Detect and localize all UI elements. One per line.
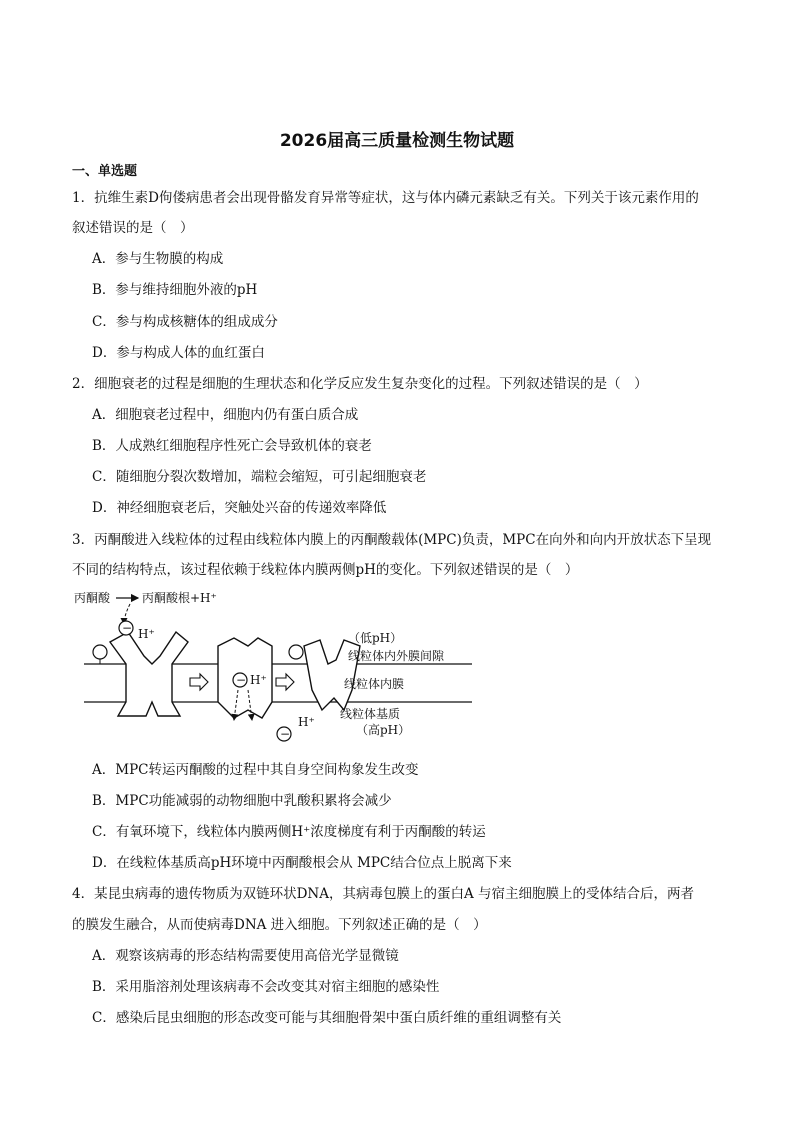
- question-1-option-b: B．参与维持细胞外液的pH: [92, 282, 258, 298]
- question-2-option-b: B．人成熟红细胞程序性死亡会导致机体的衰老: [92, 438, 372, 454]
- question-1-stem-line-1: 1．抗维生素D佝偻病患者会出现骨骼发育异常等症状，这与体内磷元素缺乏有关。下列关于该元素作用的: [72, 190, 699, 206]
- high-ph-label: （高pH）: [356, 723, 411, 737]
- h-plus-2: H⁺: [250, 673, 267, 687]
- minus-sign-3: −: [280, 727, 291, 741]
- question-3-option-b: B．MPC功能减弱的动物细胞中乳酸积累将会减少: [92, 793, 392, 809]
- h-plus-3: H⁺: [298, 715, 315, 729]
- mpc-diagram: [72, 586, 492, 744]
- question-3-stem-line-1: 3．丙酮酸进入线粒体的过程由线粒体内膜上的丙酮酸载体(MPC)负责，MPC在向外和向内开放状态下呈现: [72, 532, 712, 548]
- question-3-stem-line-2: 不同的结构特点，该过程依赖于线粒体内膜两侧pH的变化。下列叙述错误的是（ ）: [72, 562, 579, 578]
- intermembrane-space-label: 线粒体内外膜间隙: [348, 649, 445, 663]
- question-4-stem-line-1: 4．某昆虫病毒的遗传物质为双链环状DNA，其病毒包膜上的蛋白A 与宿主细胞膜上的受体结合后，两者: [72, 886, 695, 902]
- question-3-option-a: A．MPC转运丙酮酸的过程中其自身空间构象发生改变: [92, 762, 419, 778]
- minus-sign-1: −: [122, 621, 133, 635]
- lipid-head-1: [93, 645, 107, 659]
- low-ph-label: （低pH）: [348, 631, 403, 645]
- pyruvate-label: 丙酮酸: [74, 591, 111, 605]
- question-1-option-a: A．参与生物膜的构成: [92, 251, 224, 267]
- question-2-option-d: D．神经细胞衰老后，突触处兴奋的传递效率降低: [92, 500, 387, 516]
- mpc-transport-figure: [72, 586, 492, 744]
- transition-arrow-2: [276, 674, 294, 690]
- transition-arrow-1: [190, 674, 208, 690]
- question-4-option-c: C．感染后昆虫细胞的形态改变可能与其细胞骨架中蛋白质纤维的重组调整有关: [92, 1010, 562, 1026]
- question-4-stem-line-2: 的膜发生融合，从而使病毒DNA 进入细胞。下列叙述正确的是（ ）: [72, 917, 487, 933]
- question-1-option-c: C．参与构成核糖体的组成成分: [92, 314, 278, 330]
- question-1-stem-line-2: 叙述错误的是（ ）: [72, 220, 194, 236]
- page-title: 2026届高三质量检测生物试题: [279, 131, 515, 151]
- lipid-head-2: [289, 645, 303, 659]
- question-1-option-d: D．参与构成人体的血红蛋白: [92, 345, 265, 361]
- mpc-carrier-outward: [110, 632, 188, 716]
- matrix-label: 线粒体基质: [340, 707, 401, 721]
- question-2-stem-line-1: 2．细胞衰老的过程是细胞的生理状态和化学反应发生复杂变化的过程。下列叙述错误的是（ ）: [72, 376, 648, 392]
- inner-membrane-label: 线粒体内膜: [344, 677, 405, 691]
- h-plus-1: H⁺: [138, 627, 155, 641]
- question-2-option-c: C．随细胞分裂次数增加，端粒会缩短，可引起细胞衰老: [92, 469, 427, 485]
- section-heading: 一、单选题: [72, 164, 138, 179]
- question-3-option-d: D．在线粒体基质高pH环境中丙酮酸根会从 MPC结合位点上脱离下来: [92, 855, 512, 871]
- pyruvate-ion-label: 丙酮酸根+H⁺: [142, 591, 217, 605]
- question-2-option-a: A．细胞衰老过程中，细胞内仍有蛋白质合成: [92, 407, 359, 423]
- question-4-option-a: A．观察该病毒的形态结构需要使用高倍光学显微镜: [92, 948, 399, 964]
- question-3-option-c: C．有氧环境下，线粒体内膜两侧H⁺浓度梯度有利于丙酮酸的转运: [92, 824, 486, 840]
- minus-sign-2: −: [236, 673, 247, 687]
- question-4-option-b: B．采用脂溶剂处理该病毒不会改变其对宿主细胞的感染性: [92, 979, 440, 995]
